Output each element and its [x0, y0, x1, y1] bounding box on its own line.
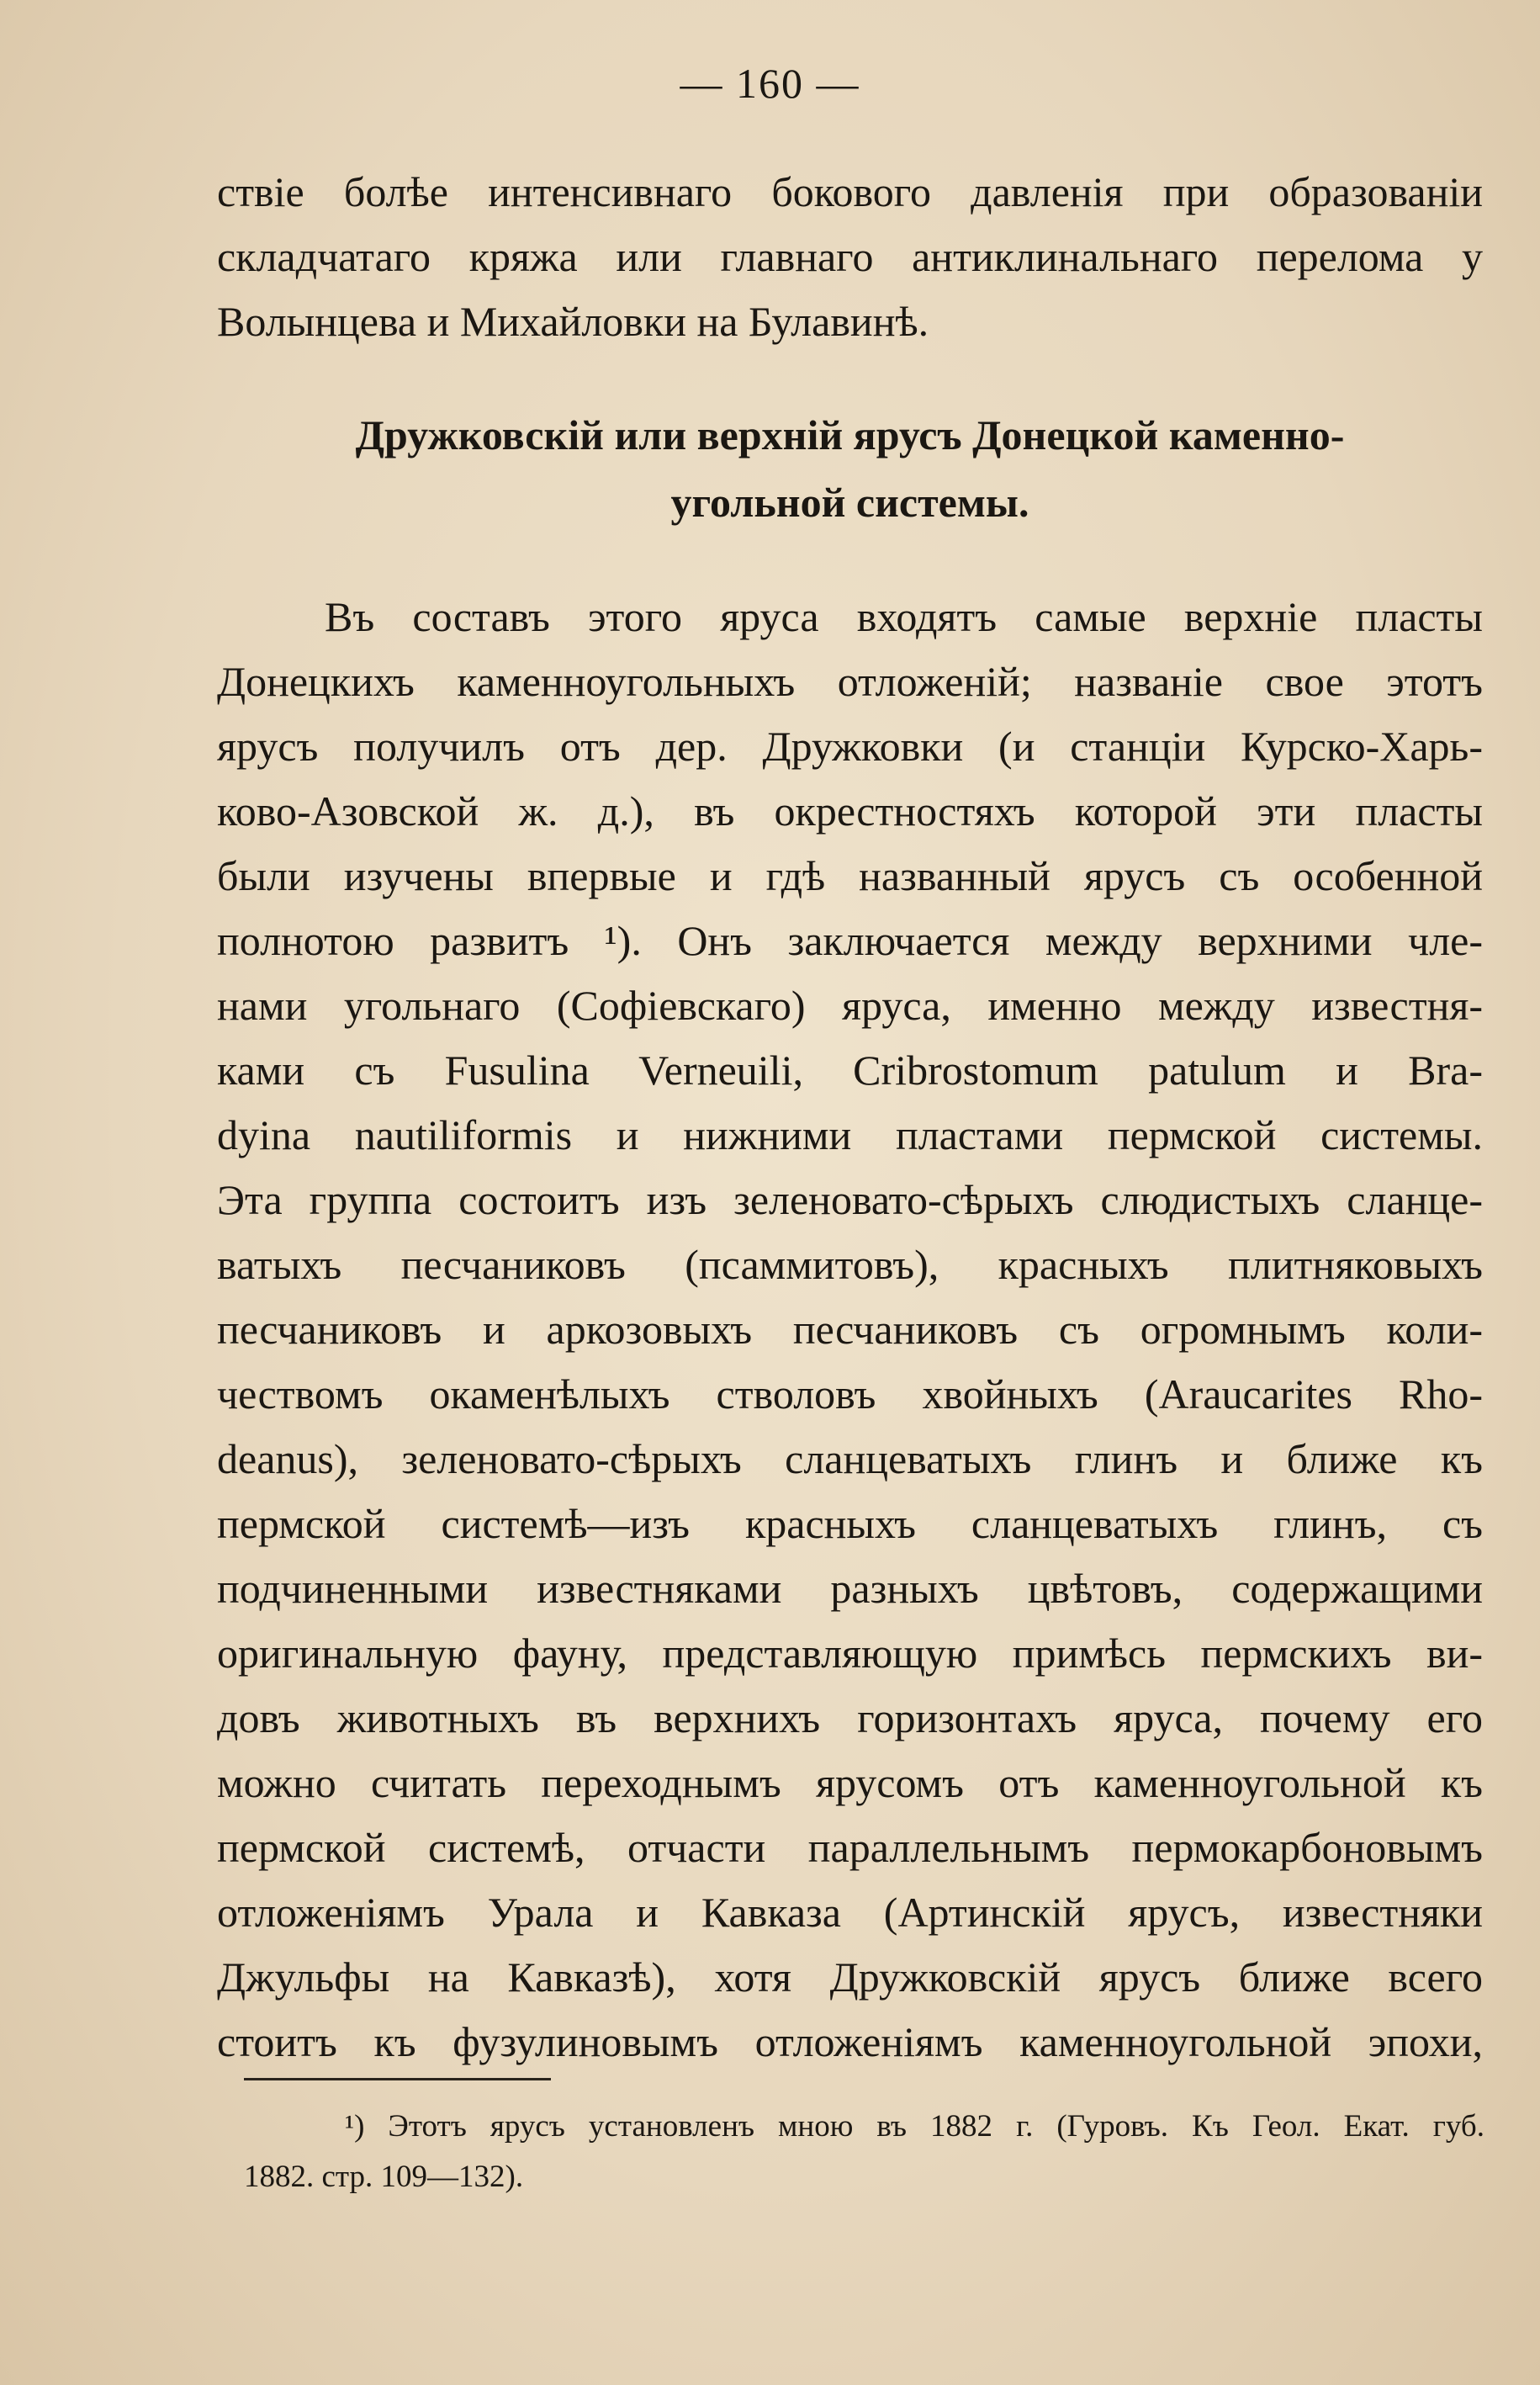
text-line: подчиненными известняками разныхъ цвѣтовъ, содержащими: [217, 1565, 1483, 1612]
text-line: стоитъ къ фузулиновымъ отложеніямъ каменноугольной эпохи,: [217, 2018, 1483, 2065]
text-line: чествомъ окаменѣлыхъ стволовъ хвойныхъ (Araucarites Rho-: [217, 1370, 1483, 1418]
text-line: оригинальную фауну, представляющую примѣсь пермскихъ ви-: [217, 1630, 1483, 1677]
text-line: складчатаго кряжа или главнаго антиклинальнаго перелома у: [217, 233, 1483, 280]
footnote-separator: [244, 2078, 551, 2080]
text-line: Эта группа состоитъ изъ зеленовато-сѣрыхъ слюдистыхъ сланце-: [217, 1176, 1483, 1223]
text-line: ватыхъ песчаниковъ (псаммитовъ), красныхъ плитняковыхъ: [217, 1241, 1483, 1288]
heading-line: Дружковскій или верхній ярусъ Донецкой каменно-: [355, 411, 1345, 458]
text-line: песчаниковъ и аркозовыхъ песчаниковъ съ огромнымъ коли-: [217, 1306, 1483, 1353]
text-line: Волынцева и Михайловки на Булавинѣ.: [217, 298, 929, 345]
page-number: — 160 —: [680, 60, 860, 107]
text-line: нами угольнаго (Софіевскаго) яруса, именно между известня-: [217, 982, 1483, 1029]
text-line: Джульфы на Кавказѣ), хотя Дружковскій ярусъ ближе всего: [217, 1953, 1483, 2001]
text-line: ярусъ получилъ отъ дер. Дружковки (и станціи Курско-Харь-: [217, 723, 1483, 770]
text-line: отложеніямъ Урала и Кавказа (Артинскій ярусъ, известняки: [217, 1889, 1483, 1936]
text-line: полнотою развитъ ¹). Онъ заключается между верхними чле-: [217, 917, 1483, 964]
text-line: ками съ Fusulina Verneuili, Cribrostomum patulum и Bra-: [217, 1047, 1483, 1094]
text-line: довъ животныхъ въ верхнихъ горизонтахъ яруса, почему его: [217, 1694, 1483, 1741]
intro-paragraph: [217, 160, 1483, 354]
heading-line: угольной системы.: [670, 479, 1029, 526]
text-line: ствіе болѣе интенсивнаго бокового давленія при образованіи: [217, 168, 1483, 215]
text-line: ково-Азовской ж. д.), въ окрестностяхъ которой эти пласты: [217, 787, 1483, 835]
section-heading: [217, 401, 1483, 536]
text-line: Донецкихъ каменноугольныхъ отложеній; названіе свое этотъ: [217, 658, 1483, 705]
footnote: [244, 2101, 1484, 2202]
text-line: можно считать переходнымъ ярусомъ отъ каменноугольной къ: [217, 1759, 1483, 1806]
text-line: пермской системѣ—изъ красныхъ сланцеватыхъ глинъ, съ: [217, 1500, 1483, 1547]
text-line: deanus), зеленовато-сѣрыхъ сланцеватыхъ глинъ и ближе къ: [217, 1435, 1483, 1482]
footnote-line: 1882. стр. 109—132).: [244, 2160, 524, 2194]
footnote-line: ¹) Этотъ ярусъ установленъ мною въ 1882 г. (Гуровъ. Къ Геол. Екат. губ.: [345, 2109, 1484, 2144]
text-line: пермской системѣ, отчасти параллельнымъ пермокарбоновымъ: [217, 1824, 1483, 1871]
main-paragraph: [217, 585, 1483, 2075]
text-line: Въ составъ этого яруса входятъ самые верхніе пласты: [325, 593, 1483, 640]
text-line: были изучены впервые и гдѣ названный ярусъ съ особенной: [217, 852, 1483, 899]
text-line: dyina nautiliformis и нижними пластами пермской системы.: [217, 1111, 1483, 1158]
